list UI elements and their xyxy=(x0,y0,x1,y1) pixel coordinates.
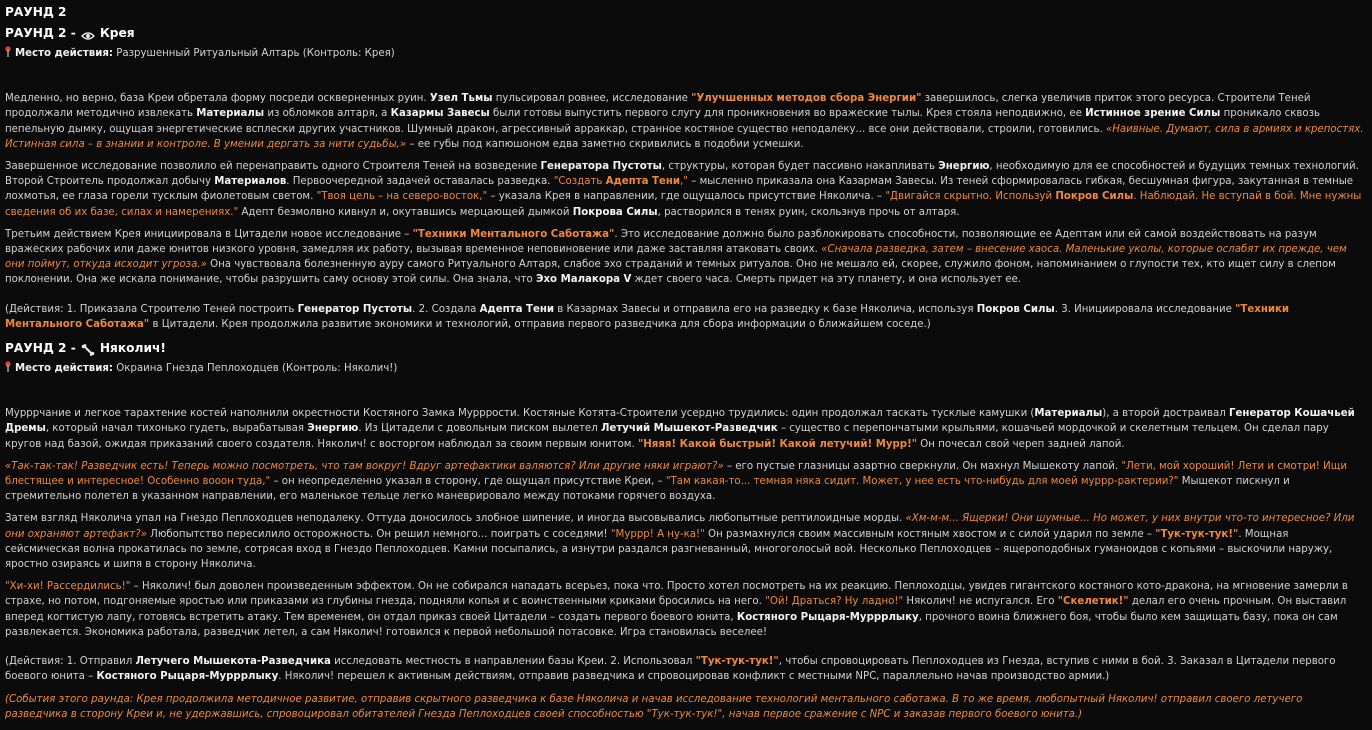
text-run: Энергию xyxy=(307,423,359,435)
nyakolich-location xyxy=(5,361,1366,376)
text-run: "Техники Ментального Саботажа" xyxy=(412,228,615,240)
text-run: «Сначала разведка, затем – внесение хаоса. Маленькие уколы, которые ослабят их прежде, чем они поймут, откуда исходит угроза.» xyxy=(5,244,1347,271)
text-run: "Техники Ментального Саботажа" xyxy=(5,303,1290,330)
text-run: "Тук-тук-тук!" xyxy=(1155,528,1239,540)
text-run: – указала Крея в направлении, где ощущалось присутствие Няколича. – xyxy=(487,191,886,203)
text-run: делал его очень прочным. Он выставил вперед когтистую лапу, готовясь встретить атаку. Тем временем, он отдал приказ своей Цитадели – создать первого боевого юнита, xyxy=(5,596,1347,623)
text-run: ), а второй достраивал xyxy=(1102,408,1230,420)
text-run: Затем взгляд Няколича упал на Гнездо Пеплоходцев неподалеку. Оттуда доносилось злобное шипение, и иногда высовывались любопытные рептилоидные морды. xyxy=(5,513,906,525)
text-run: Казармы Завесы xyxy=(390,108,490,120)
text-run: Генератор Пустоты xyxy=(297,303,413,315)
text-run: пульсировал ровнее, исследование xyxy=(492,93,692,105)
text-run: , необходимую для ее способностей и будущих темных технологий. Второй Строитель продолжал добычу xyxy=(5,161,1359,188)
text-run: (Действия: 1. Приказала Строителю Теней построить xyxy=(5,303,298,315)
text-run: Третьим действием Крея инициировала в Цитадели новое исследование – xyxy=(5,228,413,240)
text-run: «Хм-м-м... Ящерки! Они шумные... Но может, у них внутри что-то интересное? Или они охраняют артефакт?» xyxy=(5,513,1355,540)
text-run: . Наблюдай. Не вступай в бой. Мне нужны сведения об их базе, силах и намерениях." xyxy=(5,191,1362,218)
text-run: . Няколич! перешел к активным действиям, отправив разведчика и спровоцировав конфликт с местными NPC, параллельно начав производство армии.) xyxy=(278,671,1110,683)
nyakolich-location-value: Окраина Гнезда Пеплоходцев (Контроль: Няколич!) xyxy=(116,363,398,375)
text-run: "Двигайся скрытно. Используй xyxy=(885,191,1056,203)
pin-icon xyxy=(5,361,11,372)
text-run: Покрова Силы xyxy=(572,206,658,218)
text-run: – ее губы под капюшоном едва заметно скривились в подобии усмешки. xyxy=(406,138,804,150)
text-run: . Первоочередной задачей оставалась разведка. xyxy=(286,176,554,188)
text-run: «Наивные. Думают, сила в армиях и крепостях. Истинная сила – в знании и контроле. В умении дергать за нити судьбы,» xyxy=(5,123,1364,150)
round-summary xyxy=(5,692,1366,722)
text-run: Любопытство пересилило осторожность. Он решил немного... поиграть с соседями! xyxy=(146,528,611,540)
text-run: . 2. Создала xyxy=(412,303,480,315)
krea-heading-prefix: РАУНД 2 - xyxy=(5,26,76,40)
text-run: Энергию xyxy=(938,161,990,173)
text-run: (Действия: 1. Отправил xyxy=(5,656,136,668)
text-run: (События этого раунда: Крея продолжила методичное развитие, отправив скрытного разведчика к базе Няколича и начав исследование технологий ментального саботажа. В то же время, любопытный Няколич! отправил своего летучего разведчика в сторону Креи и, не удержавшись, спровоцировал обитателей Гнезда Пеплоходцев своей способностью xyxy=(5,693,1303,720)
krea-heading-name: Крея xyxy=(99,26,135,40)
text-run: – Няколич! был доволен произведенным эффектом. Он не собирался нападать всерьез, пока что. Просто хотел посмотреть на их реакцию. Пеплоходцы, увидев гигантского костяного кото-дракона, на мгновение замерли в страхе, но потом, подгоняемые яростью или приказами из глубины гнезда, подняли копья и с воинственными криками бросились на него. xyxy=(5,581,1348,608)
text-run: проникало сквозь пепельную дымку, ощущая энергетические всплески других участников. Шумный дракон, агрессивный арраккар, странное костяное существо неподалеку... все они действовали, строили, готовились. xyxy=(5,108,1320,135)
text-run: , прочного воина ближнего боя, чтобы было кем защищать базу, пока он сам развлекается. Экономика работала, разведчик летел, а сам Няколич! готовился к первой небольшой потасовке. Игра становилась веселее! xyxy=(5,611,1338,638)
round-title: РАУНД 2 xyxy=(5,5,67,19)
krea-paragraph-1 xyxy=(5,91,1366,152)
text-run: «Так-так-так! Разведчик есть! Теперь можно посмотреть, что там вокруг! Вдруг артефактики валяются? Или другие няки играют?» xyxy=(5,460,724,472)
text-run: Материалов xyxy=(214,176,287,188)
text-run: "Лети, мой хороший! Лети и смотри! Ищи блестящее и интересное! Особенно вооон туда," xyxy=(5,460,1347,488)
text-run: "Муррр! А ну-ка!" xyxy=(610,528,705,540)
text-run: – его пустые глазницы азартно сверкнули. Он махнул Мышекоту лапой. xyxy=(723,460,1122,472)
text-run: "Тук-тук-тук!" xyxy=(646,708,723,720)
krea-heading xyxy=(5,24,1366,42)
text-run: "Твоя цель – на северо-восток," xyxy=(316,191,488,203)
text-run: "Ой! Драться? Ну ладно!" xyxy=(765,596,904,608)
text-run: , растворился в тенях руин, скользнув прочь от алтаря. xyxy=(657,206,960,218)
text-run: . Из Цитадели с довольным писком вылетел xyxy=(358,423,601,435)
text-run: – он неопределенно указал в сторону, где ощущал присутствие Креи, – xyxy=(270,476,666,488)
bone-icon xyxy=(81,343,95,353)
text-run: Материалы xyxy=(1034,408,1103,420)
text-run: "Улучшенных методов сбора Энергии" xyxy=(691,93,922,105)
text-run: "Создать xyxy=(553,176,606,188)
text-run: исследовать местность в направлении базы Креи. 2. Использовал xyxy=(330,656,696,668)
text-run: Он размахнулся своим массивным костяным хвостом и с силой ударил по земле – xyxy=(704,528,1156,540)
text-run: Летучий Мышекот-Разведчик xyxy=(600,423,778,435)
text-run: – мысленно приказала она Казармам Завесы. Из теней сформировалась гибкая, бесшумная фигура, закутанная в темные лохмотья, ее глаза горели тусклым фиолетовым светом. xyxy=(5,176,1354,203)
text-run: Узел Тьмы xyxy=(429,93,493,105)
spacer xyxy=(5,376,1366,406)
text-run: , чтобы спровоцировать Пеплоходцев из Гнезда, вступив с ними в бой. 3. Заказал в Цитадели первого боевого юнита – xyxy=(5,656,1336,683)
text-run: Она чувствовала болезненную ауру самого Ритуального Алтаря, слабое эхо страданий и темных ритуалов. Оно не мешало ей, скорее, служило фоном, напоминанием о глупости тех, кто ищет силу в слепом поклонении. Она же искала понимание, чтобы разрушить саму основу этой силы. Она знала, что xyxy=(5,259,1336,286)
text-run: Адепта Тени xyxy=(605,176,681,188)
krea-location-value: Разрушенный Ритуальный Алтарь (Контроль: Крея) xyxy=(116,48,395,59)
text-run: ," xyxy=(680,176,688,188)
text-run: Адепт безмолвно кивнул и, окутавшись мерцающей дымкой xyxy=(238,206,573,218)
nyakolich-paragraph-1 xyxy=(5,406,1366,452)
krea-paragraph-3 xyxy=(5,227,1366,288)
pin-icon xyxy=(5,46,11,57)
text-run: Материалы xyxy=(196,108,265,120)
nyakolich-location-label: Место действия: xyxy=(15,363,113,375)
text-run: Адепта Тени xyxy=(479,303,555,315)
text-run: Покров Силы xyxy=(1055,191,1134,203)
text-run: Мышекот пискнул и стремительно полетел в указанном направлении, его маленькое тельце легко маневрировало между потоками горячего воздуха. xyxy=(5,476,1290,503)
text-run: Истинное зрение Силы xyxy=(1085,108,1221,120)
nyakolich-heading-prefix: РАУНД 2 - xyxy=(5,341,76,356)
text-run: , начав первое сражение с NPC и заказав первого боевого юнита.) xyxy=(722,708,1083,720)
text-run: Генератора Пустоты xyxy=(540,161,662,173)
text-run: . Мощная сейсмическая волна прокатилась по земле, сотрясая вход в Гнездо Пеплоходцев. Камни посыпались, а изнутри раздался разгневанный, многоголосый вой. Несколько Пеплоходцев – ящероподобных гуманоидов с копьями – выскочили наружу, яростно озираясь и шипя в сторону Няколича. xyxy=(5,528,1333,571)
nyakolich-actions xyxy=(5,654,1366,684)
text-run: из обломков алтаря, а xyxy=(264,108,391,120)
text-run: "Няяя! Какой быстрый! Какой летучий! Мурр!" xyxy=(637,438,918,450)
text-run: , структуры, которая будет пассивно накапливать xyxy=(661,161,939,173)
text-run: Мурррчание и легкое тарахтение костей наполнили окрестности Костяного Замка Мурррости. Костяные Котята-Строители усердно трудились: один продолжал таскать тусклые камушки ( xyxy=(5,408,1035,420)
text-run: Генератор Кошачьей Дремы xyxy=(5,408,1355,435)
krea-location-label: Место действия: xyxy=(15,48,113,59)
text-run: в Казармах Завесы и отправила его на разведку к базе Няколича, используя xyxy=(554,303,977,315)
text-run: Костяного Рыцаря-Мурррлыку xyxy=(96,671,279,683)
text-run: , который начал тихонько гудеть, вырабатывая xyxy=(45,423,308,435)
text-run: завершилось, слегка увеличив приток этого ресурса. Строители Теней продолжали методично извлекать xyxy=(5,93,1311,120)
text-run: Завершенное исследование позволило ей перенаправить одного Строителя Теней на возведение xyxy=(5,161,541,173)
text-run: Медленно, но верно, база Креи обретала форму посреди оскверненных руин. xyxy=(5,93,430,105)
nyakolich-paragraph-3 xyxy=(5,511,1366,572)
text-run: Няколич! не испугался. Его xyxy=(903,596,1058,608)
text-run: "Скелетик!" xyxy=(1057,596,1129,608)
text-run: Костяного Рыцаря-Мурррлыку xyxy=(736,611,919,623)
text-run: . Это исследование должно было разблокировать способности, позволяющие ее Адептам или ей самой воздействовать на разум вражеских рабочих или даже юнитов низкого уровня, замедляя их работу, вызывая временное неповиновение или даже заставляя атаковать своих. xyxy=(5,228,1317,256)
nyakolich-paragraph-2 xyxy=(5,459,1366,505)
eye-icon xyxy=(81,28,95,38)
text-run: Покров Силы xyxy=(976,303,1055,315)
krea-actions xyxy=(5,302,1366,332)
nyakolich-heading-name: Няколич! xyxy=(99,341,166,356)
text-run: – существо с перепончатыми крыльями, кошачьей мордочкой и скелетным тельцем. Он сделал пару кругов над базой, ожидая приказаний своего создателя. Няколич! с восторгом наблюдал за своим первым юнитом. xyxy=(5,423,1329,450)
krea-paragraph-2 xyxy=(5,159,1366,220)
text-run: . 3. Инициировала исследование xyxy=(1054,303,1236,315)
text-run: в Цитадели. Крея продолжила развитие экономики и технологий, отправив первого разведчика для сбора информации о ближайшем соседе.) xyxy=(149,318,931,330)
text-run: были готовы выпустить первого слугу для проникновения во вражеские тылы. Крея стояла неподвижно, ее xyxy=(489,108,1086,120)
krea-location xyxy=(5,46,1366,61)
text-run: "Там какая-то... темная няка сидит. Может, у нее есть что-нибудь для моей муррр-рактерии?" xyxy=(665,476,1179,488)
text-run: ждет своего часа. Смерть придет на эту планету, и она использует ее. xyxy=(631,274,1022,286)
text-run: Он почесал свой череп задней лапой. xyxy=(917,438,1125,450)
text-run: Летучего Мышекота-Разведчика xyxy=(135,656,331,668)
nyakolich-heading xyxy=(5,339,1366,357)
text-run: Эхо Малакора V xyxy=(535,274,632,286)
text-run: "Тук-тук-тук!" xyxy=(695,656,779,668)
nyakolich-paragraph-4 xyxy=(5,579,1366,640)
text-run: "Хи-хи! Рассердились!" xyxy=(5,581,131,593)
spacer xyxy=(5,61,1366,91)
